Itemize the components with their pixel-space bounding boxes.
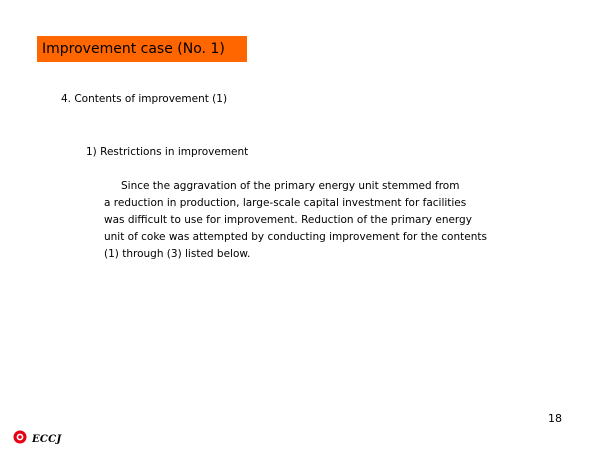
body-line: was difficult to use for improvement. Reduction of the primary energy [104,214,472,226]
body-line: unit of coke was attempted by conducting improvement for the contents [104,231,487,243]
section-heading: 4. Contents of improvement (1) [61,93,228,105]
body-line: (1) through (3) listed below. [104,248,251,260]
eccj-logo-icon [13,430,27,444]
body-line: a reduction in production, large-scale capital investment for facilities [104,197,467,209]
sub-heading: 1) Restrictions in improvement [86,146,249,158]
page-number: 18 [548,412,562,425]
eccj-logo [13,428,61,446]
body-paragraph [104,178,544,263]
body-line: Since the aggravation of the primary energy unit stemmed from [121,180,460,192]
slide-title [37,36,247,62]
logo-text: ECCJ [32,433,62,445]
slide-title-text: Improvement case (No. 1) [42,41,225,57]
